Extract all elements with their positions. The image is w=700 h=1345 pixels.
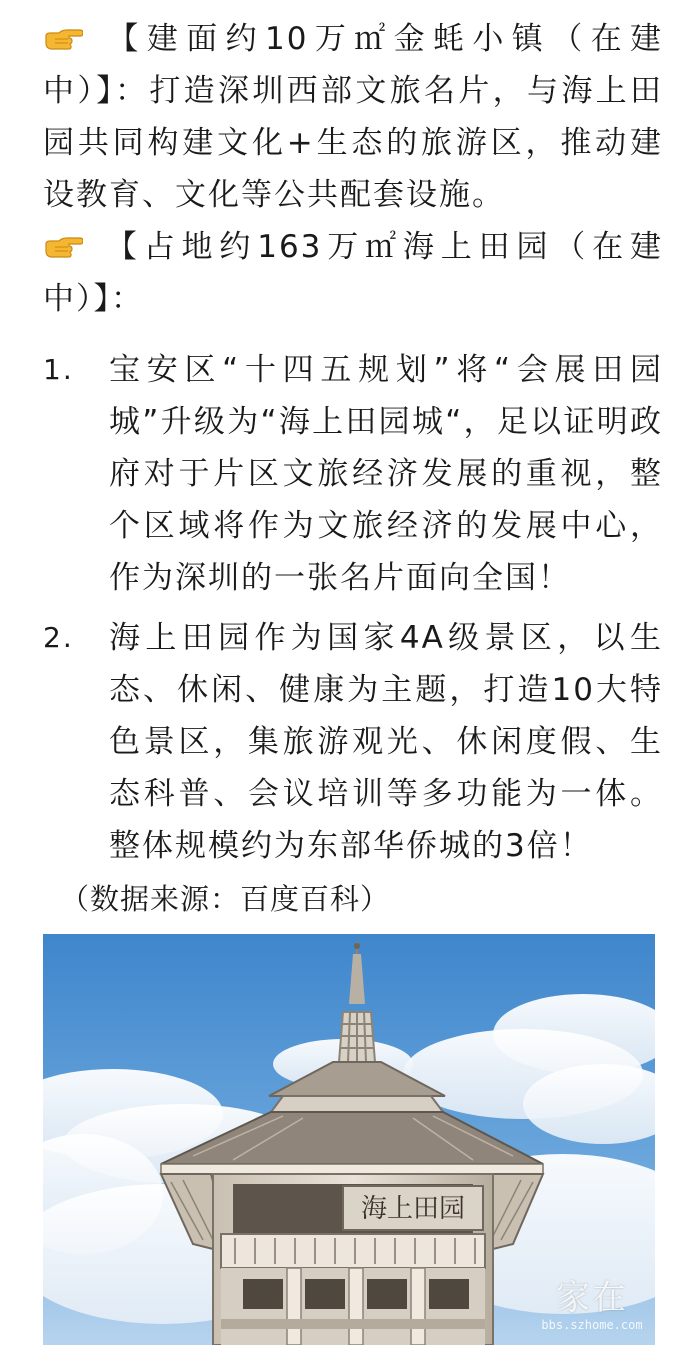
list-item-text: 海上田园作为国家4A级景区，以生态、休闲、健康为主题，打造10大特色景区，集旅游观光、休闲度假、生态科普、会议培训等多功能为一体。整体规模约为东部华侨城的3倍！ [109,620,663,864]
paragraph-text: 【占地约163万㎡海上田园（在建中）】： [43,229,663,317]
watermark [537,1279,647,1337]
list-item [43,344,663,604]
list-item-number: 1. [43,353,74,386]
list-item-number: 2. [43,621,74,654]
paragraph-golden-oyster-town [43,13,663,221]
pointing-right-hand-icon [43,235,83,259]
watermark-url: bbs.szhome.com [541,1318,643,1332]
tower-sign-text: 海上田园 [360,1194,466,1224]
data-source-note: （数据来源：百度百科） [60,882,391,916]
paragraph-sea-field-garden [43,221,663,325]
watermark-logo: 家在 [556,1278,628,1318]
tower-photo [43,934,655,1345]
paragraph-text: 【建面约10万㎡金蚝小镇（在建中）】：打造深圳西部文旅名片，与海上田园共同构建文化+生态的旅游区，推动建设教育、文化等公共配套设施。 [43,21,663,213]
pointing-right-hand-icon [43,27,83,51]
numbered-list [43,344,663,880]
list-item-text: 宝安区“十四五规划”将“会展田园城”升级为“海上田园城“，足以证明政府对于片区文旅经济发展的重视，整个区域将作为文旅经济的发展中心，作为深圳的一张名片面向全国！ [109,352,663,596]
list-item [43,612,663,872]
